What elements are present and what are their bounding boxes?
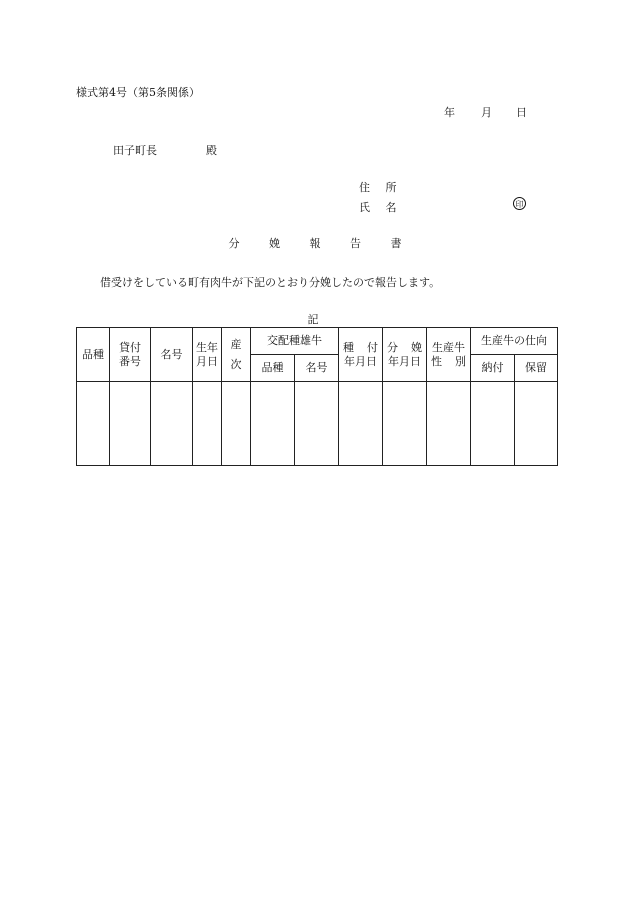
form-number: 様式第4号（第5条関係） <box>76 86 200 99</box>
col-sire-group: 交配種雄牛 <box>251 328 339 355</box>
ki-heading: 記 <box>307 313 319 326</box>
col-sire-breed: 品種 <box>251 355 295 382</box>
input-cell-sire-breed[interactable] <box>251 382 295 466</box>
col-parity: 産 次 <box>222 328 251 382</box>
date-month-label: 月 <box>481 106 492 119</box>
input-cell-lease-number[interactable] <box>110 382 151 466</box>
input-cell-name[interactable] <box>151 382 193 466</box>
address-label: 住 所 <box>359 181 403 194</box>
input-cell-parity[interactable] <box>222 382 251 466</box>
document-title <box>0 235 630 251</box>
col-breed: 品種 <box>77 328 110 382</box>
col-retained: 保留 <box>515 355 558 382</box>
body-text: 借受けをしている町有肉牛が下記のとおり分娩したので報告します。 <box>100 276 441 289</box>
title-char: 分 <box>228 237 240 250</box>
input-cell-mating-date[interactable] <box>339 382 383 466</box>
col-mating-date: 種 付 年月日 <box>339 328 383 382</box>
addressee: 田子町長 <box>113 144 157 157</box>
report-table <box>76 327 558 466</box>
name-label: 氏 名 <box>359 201 403 214</box>
input-cell-birth-date[interactable] <box>193 382 222 466</box>
title-char: 報 <box>309 237 321 250</box>
input-cell-retained[interactable] <box>515 382 558 466</box>
col-sire-name: 名号 <box>295 355 339 382</box>
header-row <box>77 328 558 355</box>
date-day-label: 日 <box>516 106 527 119</box>
input-cell-calving-date[interactable] <box>383 382 427 466</box>
col-disposition-group: 生産牛の仕向 <box>471 328 558 355</box>
input-cell-breed[interactable] <box>77 382 110 466</box>
seal-mark: 印 <box>513 197 526 210</box>
input-cell-calf-sex[interactable] <box>427 382 471 466</box>
col-calf-sex: 生産牛 性 別 <box>427 328 471 382</box>
title-char: 娩 <box>269 237 280 250</box>
title-char: 書 <box>390 237 402 250</box>
input-cell-delivered[interactable] <box>471 382 515 466</box>
table-row <box>77 382 558 466</box>
title-char: 告 <box>350 237 361 250</box>
col-birth-date: 生年 月日 <box>193 328 222 382</box>
input-cell-sire-name[interactable] <box>295 382 339 466</box>
col-lease-number: 貸付 番号 <box>110 328 151 382</box>
date-year-label: 年 <box>444 106 455 119</box>
col-calving-date: 分 娩 年月日 <box>383 328 427 382</box>
col-name: 名号 <box>151 328 193 382</box>
honorific: 殿 <box>206 144 217 157</box>
col-delivered: 納付 <box>471 355 515 382</box>
